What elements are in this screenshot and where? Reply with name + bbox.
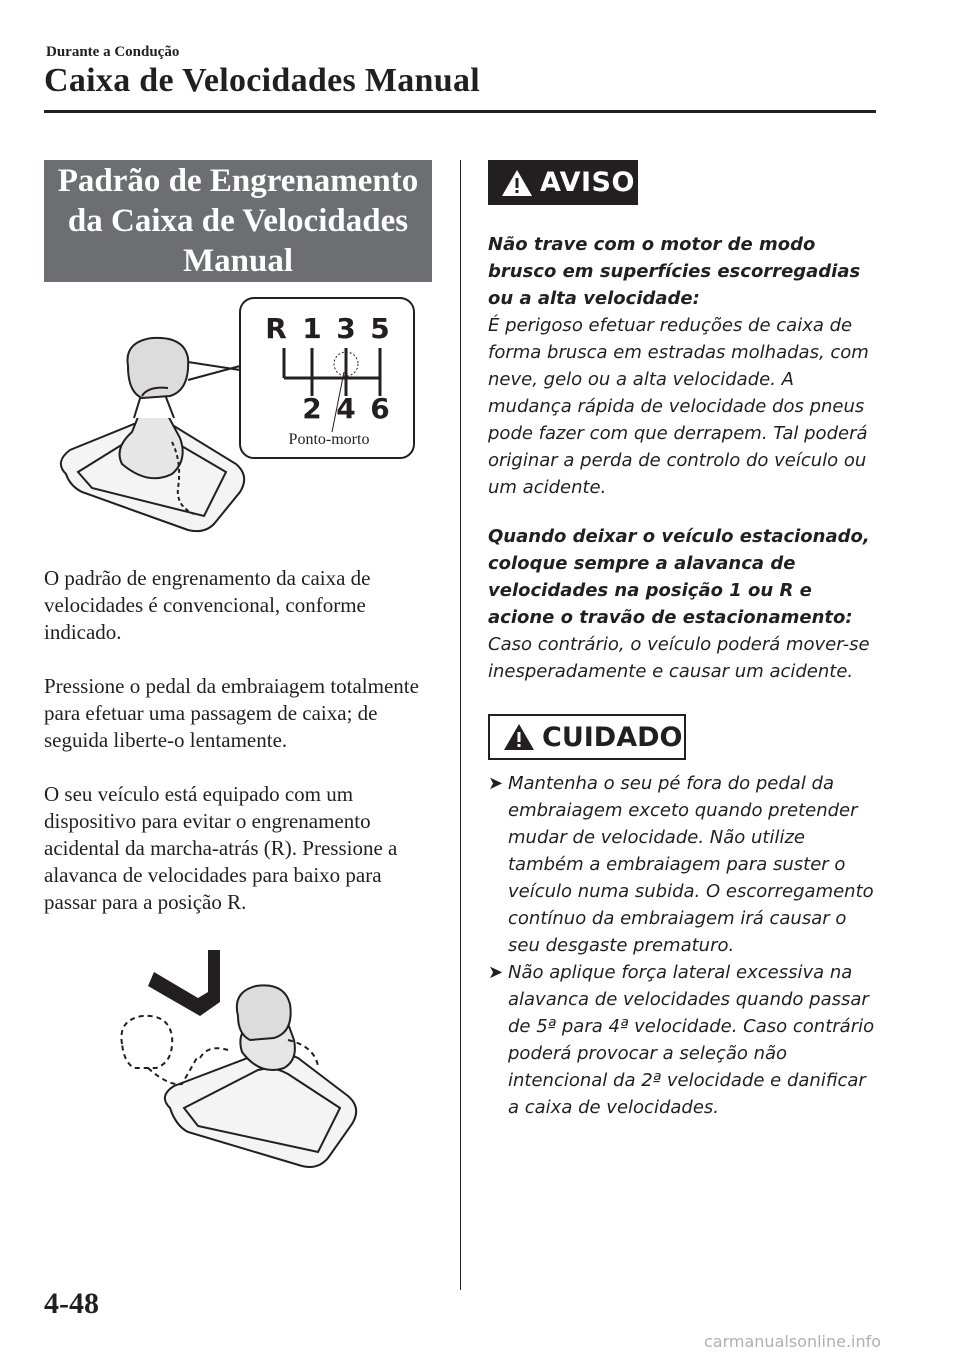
list-item xyxy=(488,770,880,959)
list-item xyxy=(488,959,880,1121)
aviso-badge xyxy=(488,160,638,205)
reverse-shift-figure xyxy=(108,936,368,1186)
breadcrumb: Durante a Condução xyxy=(46,44,180,60)
warning-triangle-icon xyxy=(500,168,534,198)
aviso-block-1-body: É perigoso efetuar reduções de caixa de forma brusca em estradas molhadas, com neve, gelo ou a alta velocidade. A mudança rápida de velocidade dos pneus pode fazer com que derrapem. Tal poderá originar a perda de controlo do veículo ou um acidente. xyxy=(488,315,869,498)
site-watermark: carmanualsonline.info xyxy=(704,1332,882,1351)
title-rule xyxy=(44,110,876,113)
bullet-arrow-icon: ➤ xyxy=(488,773,504,794)
aviso-label: AVISO xyxy=(540,167,635,198)
paragraph-pattern: O padrão de engrenamento da caixa de velocidades é convencional, conforme indicado. xyxy=(44,566,371,644)
gear-label-2: 2 xyxy=(302,392,322,425)
gear-label-1: 1 xyxy=(302,312,322,345)
gear-label-5: 5 xyxy=(370,312,390,345)
column-divider xyxy=(460,160,461,1290)
neutral-label: Ponto-morto xyxy=(288,431,370,448)
gear-label-4: 4 xyxy=(336,392,356,425)
cuidado-item-2: Não aplique força lateral excessiva na alavanca de velocidades quando passar de 5ª para 4ª velocidade. Caso contrário poderá provocar a seleção não intencional da 2ª velocidade e danificar a caixa de velocidades. xyxy=(508,962,875,1118)
page-title: Caixa de Velocidades Manual xyxy=(44,62,480,99)
gear-label-3: 3 xyxy=(336,312,356,345)
aviso-block-2-body: Caso contrário, o veículo poderá mover-se inesperadamente e causar um acidente. xyxy=(488,634,870,682)
section-heading-box xyxy=(44,160,432,282)
cuidado-item-1: Mantenha o seu pé fora do pedal da embraiagem exceto quando pretender mudar de velocidade. Não utilize também a embraiagem para suster o veículo numa subida. O escorregamento contínuo da embraiagem irá causar o seu desgaste prematuro. xyxy=(508,773,874,956)
paragraph-reverse: O seu veículo está equipado com um dispositivo para evitar o engrenamento acidental da marcha-atrás (R). Pressione a alavanca de velocidades para baixo para passar para a posição R. xyxy=(44,782,398,914)
aviso-block-1-heading: Não trave com o motor de modo brusco em superfícies escorregadias ou a alta velocidade: xyxy=(488,234,861,309)
aviso-block-2 xyxy=(488,523,880,685)
section-heading: Padrão de Engrenamento da Caixa de Velocidades Manual xyxy=(57,163,419,279)
aviso-block-2-heading: Quando deixar o veículo estacionado, coloque sempre a alavanca de velocidades na posição 1 ou R e acione o travão de estacionamento: xyxy=(488,526,870,628)
gear-label-r: R xyxy=(265,312,287,345)
cuidado-list xyxy=(488,770,880,1121)
page-number: 4-48 xyxy=(44,1287,99,1320)
caution-triangle-icon xyxy=(502,722,536,752)
shift-pattern-figure xyxy=(44,292,436,540)
gear-boot-illustration xyxy=(61,338,244,531)
gear-label-6: 6 xyxy=(370,392,390,425)
bullet-arrow-icon: ➤ xyxy=(488,962,504,983)
push-down-arrow-icon xyxy=(148,950,220,1016)
aviso-block-1 xyxy=(488,231,880,501)
cuidado-badge xyxy=(488,714,686,760)
cuidado-label: CUIDADO xyxy=(542,721,683,753)
paragraph-clutch: Pressione o pedal da embraiagem totalmente para efetuar uma passagem de caixa; de seguida liberte-o lentamente. xyxy=(44,674,419,752)
